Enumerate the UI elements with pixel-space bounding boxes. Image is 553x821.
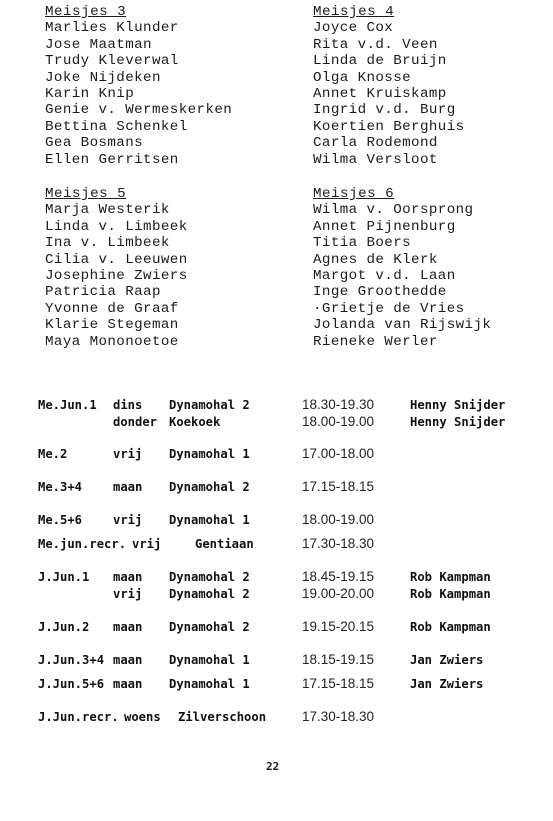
schedule-row — [38, 512, 375, 528]
schedule-time: 18.00-19.00 — [302, 414, 375, 429]
team-member: Trudy Kleverwal — [45, 53, 179, 70]
schedule-row — [38, 397, 506, 413]
team-member: Linda de Bruijn — [313, 53, 447, 70]
schedule-time: 19.15-20.15 — [302, 619, 375, 634]
schedule-group: J.Jun.3+4 — [38, 653, 105, 667]
schedule-row — [38, 479, 375, 495]
schedule-day: donder — [113, 415, 158, 429]
schedule-location: Gentiaan — [195, 537, 254, 551]
schedule-group: J.Jun.2 — [38, 620, 90, 634]
team-member: Wilma Versloot — [313, 151, 438, 168]
schedule-trainer: Jan Zwiers — [410, 677, 484, 691]
schedule-location: Dynamohal 2 — [169, 480, 250, 494]
schedule-time: 17.30-18.30 — [302, 536, 375, 551]
schedule-group: Me.Jun.1 — [38, 398, 97, 412]
team-member: Bettina Schenkel — [45, 118, 188, 135]
team-member: Jolanda van Rijswijk — [313, 317, 492, 334]
team-member: Wilma v. Oorsprong — [313, 202, 474, 219]
team-member: Ingrid v.d. Burg — [313, 102, 456, 119]
schedule-location: Dynamohal 2 — [169, 587, 250, 601]
team-member: Karin Knip — [45, 86, 135, 103]
schedule-trainer: Rob Kampman — [410, 620, 491, 634]
team-member: Jose Maatman — [45, 36, 152, 53]
team-member: Josephine Zwiers — [45, 268, 188, 285]
schedule-group: Me.5+6 — [38, 513, 83, 527]
schedule-time: 18.15-19.15 — [302, 652, 375, 667]
team-member: Inge Groothedde — [313, 284, 447, 301]
schedule-time: 18.30-19.30 — [302, 397, 375, 412]
schedule-group: Me.3+4 — [38, 480, 83, 494]
schedule-location: Dynamohal 1 — [169, 653, 250, 667]
schedule-time: 18.00-19.00 — [302, 512, 375, 527]
schedule-day: maan — [113, 653, 143, 667]
team-member: Agnes de Klerk — [313, 251, 438, 268]
schedule-day: maan — [113, 677, 143, 691]
schedule-row — [38, 536, 375, 552]
team-member: Gea Bosmans — [45, 135, 144, 152]
team-member: Olga Knosse — [313, 69, 412, 86]
schedule-trainer: Henny Snijder — [410, 398, 506, 412]
schedule-row — [38, 446, 375, 462]
schedule-location: Dynamohal 1 — [169, 677, 250, 691]
schedule-time: 19.00-20.00 — [302, 586, 375, 601]
team-member: Klarie Stegeman — [45, 317, 179, 334]
schedule-row — [38, 709, 375, 725]
team-title: Meisjes 4 — [313, 4, 395, 20]
team-member: Joyce Cox — [313, 20, 394, 37]
schedule-time: 17.15-18.15 — [302, 479, 375, 494]
schedule-day: vrij — [113, 447, 143, 461]
team-member: Annet Kruiskamp — [313, 86, 447, 103]
schedule-trainer: Henny Snijder — [410, 415, 506, 429]
schedule-location: Dynamohal 2 — [169, 398, 250, 412]
schedule-time: 17.15-18.15 — [302, 676, 375, 691]
schedule-row — [38, 652, 484, 668]
team-member: ·Grietje de Vries — [313, 300, 465, 317]
schedule-location: Zilverschoon — [178, 710, 267, 724]
schedule-row — [38, 676, 484, 692]
schedule-group: J.Jun.recr. — [38, 710, 119, 724]
team-member: Cilia v. Leeuwen — [45, 251, 188, 268]
team-member: Maya Mononoetoe — [45, 333, 179, 350]
schedule-trainer: Rob Kampman — [410, 570, 491, 584]
team-member: Marja Westerik — [45, 202, 170, 219]
schedule-location: Dynamohal 1 — [169, 513, 250, 527]
team-member: Rieneke Werler — [313, 333, 438, 350]
schedule-day: vrij — [113, 587, 143, 601]
team-member: Marlies Klunder — [45, 20, 179, 37]
schedule-location: Dynamohal 1 — [169, 447, 250, 461]
team-title: Meisjes 5 — [45, 186, 127, 202]
team-member: Joke Nijdeken — [45, 69, 161, 86]
team-title: Meisjes 3 — [45, 4, 127, 20]
schedule-location: Dynamohal 2 — [169, 570, 250, 584]
team-member: Koertien Berghuis — [313, 118, 465, 135]
schedule-day: vrij — [113, 513, 143, 527]
team-member: Carla Rodemond — [313, 135, 438, 152]
schedule-day: maan — [113, 570, 143, 584]
team-member: Margot v.d. Laan — [313, 268, 456, 285]
schedule-trainer: Jan Zwiers — [410, 653, 484, 667]
schedule-group: J.Jun.5+6 — [38, 677, 105, 691]
schedule-group: Me.jun.recr. — [38, 537, 127, 551]
schedule-row — [38, 569, 491, 585]
schedule-location: Koekoek — [169, 415, 221, 429]
schedule-time: 18.45-19.15 — [302, 569, 375, 584]
team-member: Titia Boers — [313, 235, 412, 252]
schedule-row — [38, 619, 491, 635]
team-member: Rita v.d. Veen — [313, 36, 438, 53]
schedule-row — [38, 586, 491, 602]
page-number: 22 — [266, 760, 280, 773]
schedule-day: maan — [113, 480, 143, 494]
schedule-time: 17.00-18.00 — [302, 446, 375, 461]
team-member: Linda v. Limbeek — [45, 218, 188, 235]
team-member: Ellen Gerritsen — [45, 151, 179, 168]
schedule-day: dins — [113, 398, 143, 412]
schedule-day: woens — [124, 710, 161, 724]
team-member: Patricia Raap — [45, 284, 161, 301]
schedule-group: J.Jun.1 — [38, 570, 90, 584]
schedule-row — [38, 414, 506, 430]
team-title: Meisjes 6 — [313, 186, 395, 202]
schedule-time: 17.30-18.30 — [302, 709, 375, 724]
schedule-group: Me.2 — [38, 447, 68, 461]
schedule-location: Dynamohal 2 — [169, 620, 250, 634]
schedule-trainer: Rob Kampman — [410, 587, 491, 601]
team-member: Genie v. Wermeskerken — [45, 102, 233, 119]
team-member: Yvonne de Graaf — [45, 300, 179, 317]
team-member: Annet Pijnenburg — [313, 218, 456, 235]
schedule-day: maan — [113, 620, 143, 634]
schedule-day: vrij — [132, 537, 162, 551]
team-member: Ina v. Limbeek — [45, 235, 170, 252]
